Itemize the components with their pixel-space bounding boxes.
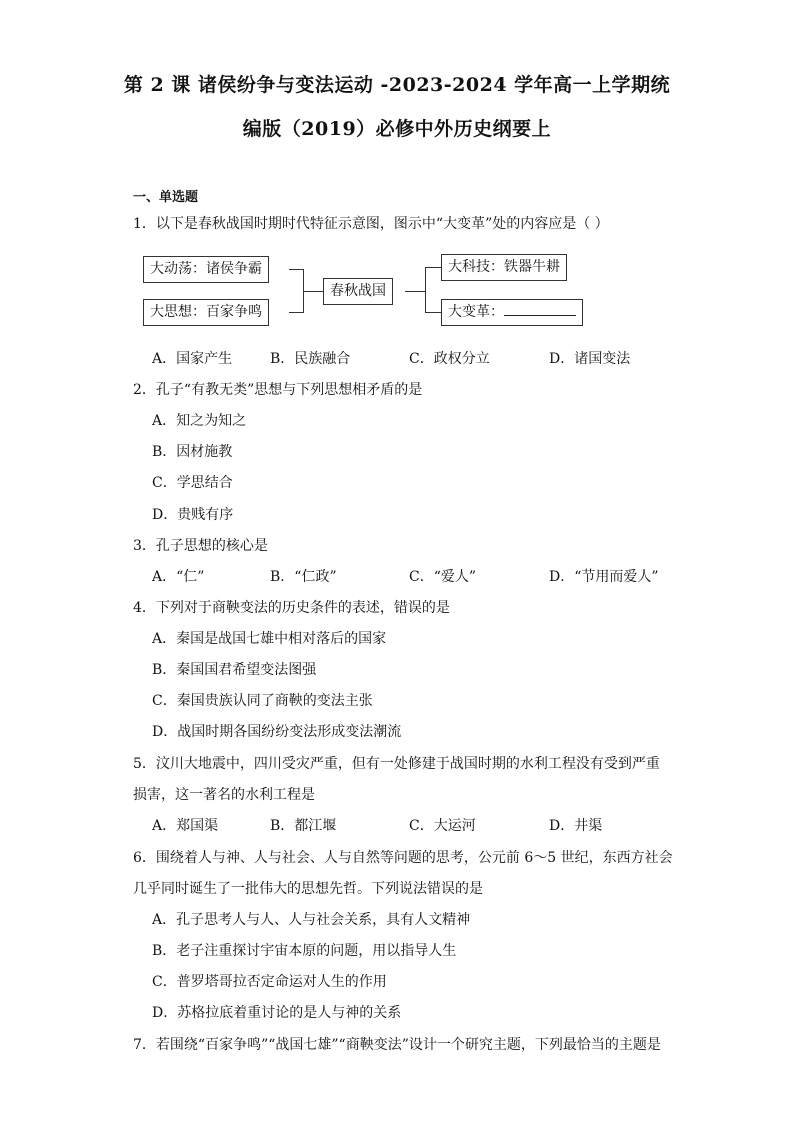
answer-blank bbox=[504, 301, 576, 316]
option-a[interactable]: A．国家产生 bbox=[152, 351, 233, 367]
connector bbox=[425, 267, 426, 313]
connector bbox=[289, 269, 303, 270]
option-d[interactable]: D．战国时期各国纷纷变法形成变法潮流 bbox=[152, 724, 402, 740]
question-6-stem-cont: 几乎同时诞生了一批伟大的思想先哲。下列说法错误的是 bbox=[133, 881, 483, 897]
option-a[interactable]: A．“仁” bbox=[152, 569, 205, 585]
option-c[interactable]: C．学思结合 bbox=[152, 475, 233, 491]
diagram-box-reform bbox=[441, 299, 583, 326]
option-d[interactable]: D．井渠 bbox=[549, 818, 603, 834]
option-a[interactable]: A．郑国渠 bbox=[152, 818, 219, 834]
connector bbox=[303, 291, 323, 292]
option-d[interactable]: D．贵贱有序 bbox=[152, 507, 234, 523]
option-b[interactable]: B．都江堰 bbox=[270, 818, 337, 834]
option-c[interactable]: C．政权分立 bbox=[409, 351, 490, 367]
question-5-options bbox=[152, 815, 672, 835]
page-title-line-1: 第 2 课 诸侯纷争与变法运动 -2023-2024 学年高一上学期统 bbox=[123, 74, 671, 96]
option-a[interactable]: A．秦国是战国七雄中相对落后的国家 bbox=[152, 631, 387, 647]
option-b[interactable]: B．老子注重探讨宇宙本原的问题，用以指导人生 bbox=[152, 943, 457, 959]
question-1-stem: 1．以下是春秋战国时期时代特征示意图，图示中“大变革”处的内容应是（ ） bbox=[133, 216, 609, 232]
option-b[interactable]: B．民族融合 bbox=[270, 351, 351, 367]
option-b[interactable]: B．秦国国君希望变法图强 bbox=[152, 662, 317, 678]
connector bbox=[425, 267, 441, 268]
connector bbox=[405, 291, 425, 292]
section-heading: 一、单选题 bbox=[133, 190, 199, 205]
question-5-stem: 5．汶川大地震中，四川受灾严重，但有一处修建于战国时期的水利工程没有受到严重 bbox=[133, 756, 660, 772]
question-4-stem: 4．下列对于商鞅变法的历史条件的表述，错误的是 bbox=[133, 600, 450, 616]
question-3-stem: 3．孔子思想的核心是 bbox=[133, 538, 268, 554]
option-a[interactable]: A．知之为知之 bbox=[152, 413, 247, 429]
diagram-box-center: 春秋战国 bbox=[323, 278, 393, 305]
question-3-options bbox=[152, 566, 672, 586]
option-b[interactable]: B．“仁政” bbox=[270, 569, 337, 585]
era-diagram bbox=[143, 250, 583, 330]
option-d[interactable]: D．苏格拉底着重讨论的是人与神的关系 bbox=[152, 1005, 402, 1021]
option-c[interactable]: C．普罗塔哥拉否定命运对人生的作用 bbox=[152, 974, 387, 990]
question-2-stem: 2．孔子“有教无类”思想与下列思想相矛盾的是 bbox=[133, 382, 423, 398]
option-c[interactable]: C．秦国贵族认同了商鞅的变法主张 bbox=[152, 693, 373, 709]
connector bbox=[289, 312, 303, 313]
question-7-stem: 7．若围绕“百家争鸣”“战国七雄”“商鞅变法”设计一个研究主题，下列最恰当的主题是 bbox=[133, 1037, 661, 1053]
option-c[interactable]: C．“爱人” bbox=[409, 569, 477, 585]
question-5-stem-cont: 损害，这一著名的水利工程是 bbox=[133, 787, 315, 803]
option-a[interactable]: A．孔子思考人与人、人与社会关系，具有人文精神 bbox=[152, 912, 471, 928]
option-d[interactable]: D．“节用而爱人” bbox=[549, 569, 659, 585]
page-title-line-2: 编版（2019）必修中外历史纲要上 bbox=[242, 118, 552, 140]
diagram-reform-label: 大变革： bbox=[448, 304, 504, 320]
question-6-stem: 6．围绕着人与神、人与社会、人与自然等问题的思考，公元前 6～5 世纪，东西方社会 bbox=[133, 850, 673, 866]
option-c[interactable]: C．大运河 bbox=[409, 818, 476, 834]
diagram-box-upheaval: 大动荡：诸侯争霸 bbox=[143, 256, 269, 283]
option-d[interactable]: D．诸国变法 bbox=[549, 351, 631, 367]
diagram-box-thought: 大思想：百家争鸣 bbox=[143, 299, 269, 326]
diagram-box-technology: 大科技：铁器牛耕 bbox=[441, 254, 567, 281]
connector bbox=[425, 312, 441, 313]
question-1-options bbox=[152, 348, 672, 368]
option-b[interactable]: B．因材施教 bbox=[152, 444, 233, 460]
